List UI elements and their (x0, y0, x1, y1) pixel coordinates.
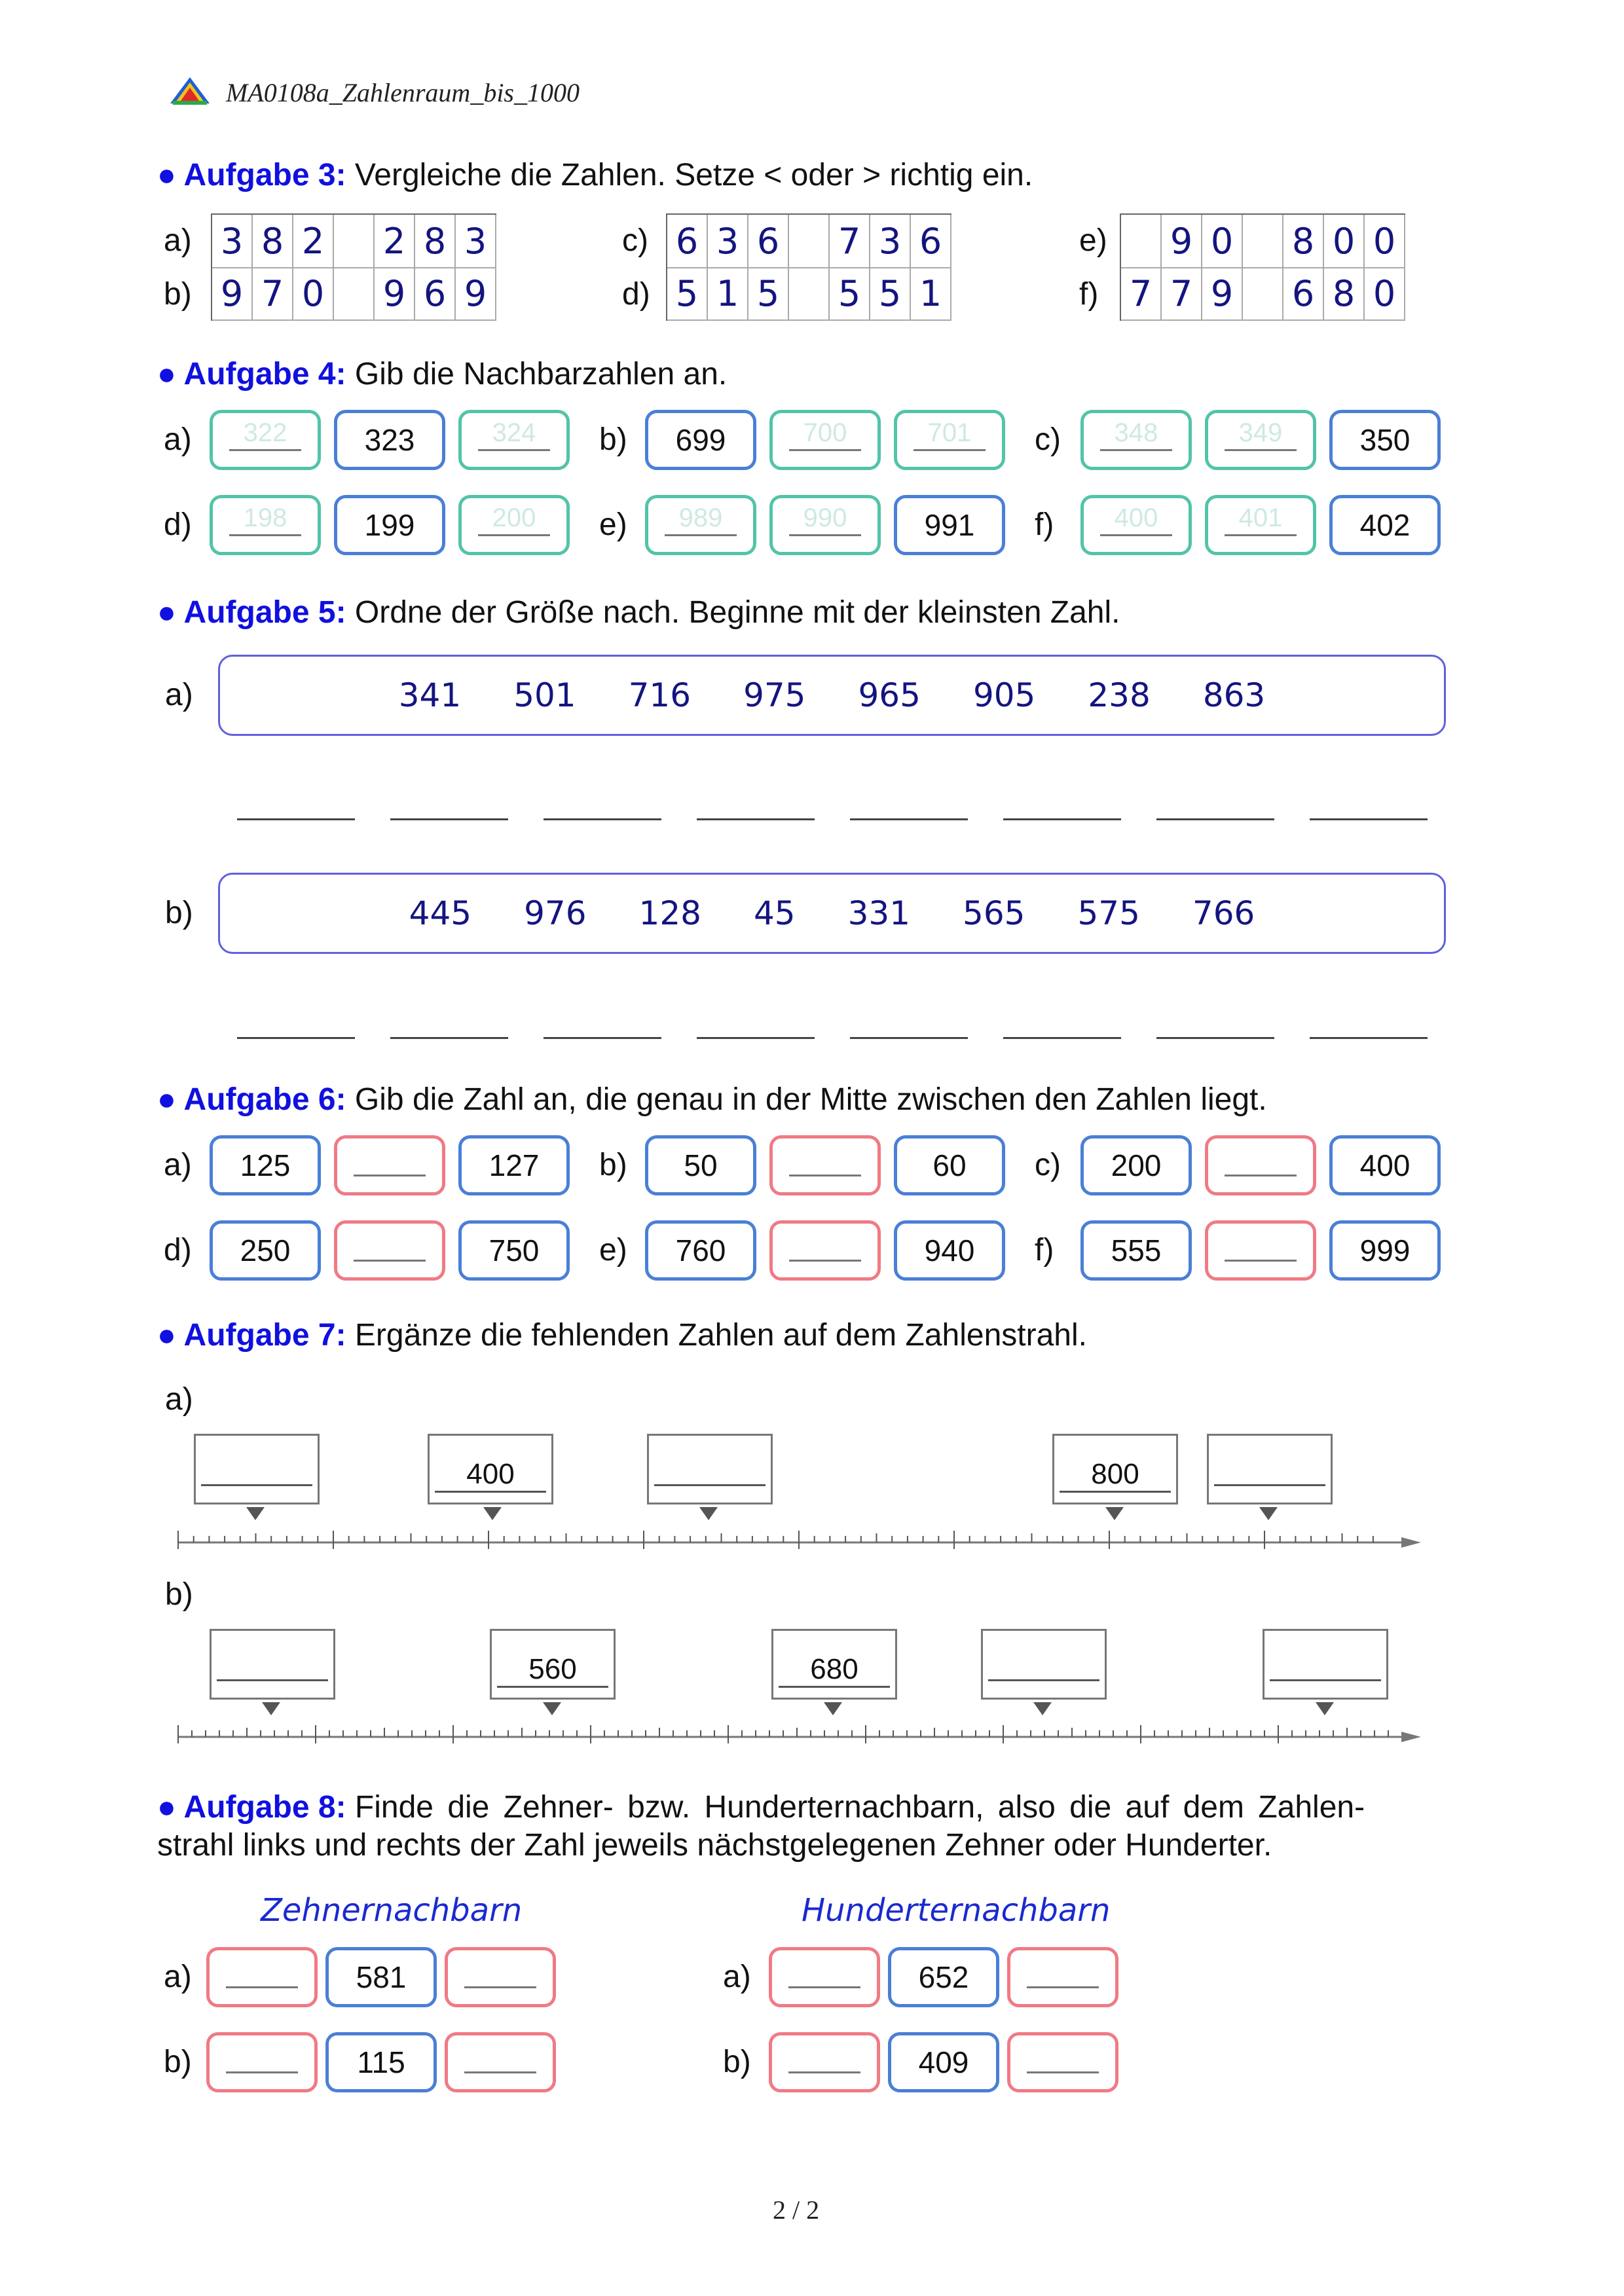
digit-cell: 2 (375, 215, 415, 268)
given-value-box (428, 1434, 553, 1504)
task-3-row-label: a) (164, 223, 192, 258)
task-8-item-label: a) (164, 1959, 192, 1994)
answer-line[interactable] (217, 1679, 328, 1681)
number-line (0, 1717, 1624, 1757)
end-number-box: 127 (458, 1135, 570, 1195)
middle-answer-box[interactable] (769, 1135, 881, 1195)
neighbor-answer-box[interactable] (206, 2032, 318, 2092)
number-to-sort: 716 (628, 676, 692, 714)
number-to-sort: 341 (398, 676, 462, 714)
end-number-box: 940 (894, 1220, 1005, 1281)
given-number-box: 199 (334, 495, 445, 555)
task-3-row-label: e) (1079, 223, 1107, 258)
number-to-sort: 238 (1088, 676, 1151, 714)
answer-line[interactable]: 701 (913, 429, 986, 451)
digit-cell: 0 (1202, 215, 1243, 268)
task-6-item-label: d) (164, 1233, 192, 1267)
neighbor-answer-box[interactable] (458, 495, 570, 555)
digit-cell: 9 (375, 267, 415, 321)
number-to-sort: 45 (753, 894, 796, 932)
answer-line[interactable] (1225, 1239, 1297, 1262)
digit-cell: 1 (911, 267, 951, 321)
digit-cell: 0 (293, 267, 334, 321)
number-to-sort: 766 (1192, 894, 1255, 932)
answer-box[interactable] (647, 1434, 773, 1504)
pointer-icon (262, 1702, 280, 1715)
task-4-heading: ● Aufgabe 4: Gib die Nachbarzahlen an. (157, 357, 728, 392)
digit-cell: 6 (1283, 267, 1324, 321)
middle-answer-box[interactable] (769, 1220, 881, 1281)
task-5b-label: b) (165, 896, 193, 930)
given-number-box: 409 (888, 2032, 999, 2092)
answer-line[interactable] (1003, 818, 1121, 820)
digit-cell: 9 (1202, 267, 1243, 321)
answer-box[interactable] (1263, 1629, 1388, 1700)
digit-cell: 5 (667, 267, 708, 321)
digit-cell: 3 (212, 215, 253, 268)
digit-cell: 8 (253, 215, 293, 268)
pointer-icon (246, 1507, 265, 1520)
number-to-sort: 565 (963, 894, 1025, 932)
end-number-box: 999 (1329, 1220, 1441, 1281)
start-number-box: 760 (645, 1220, 756, 1281)
answer-line[interactable] (697, 818, 815, 820)
answer-box[interactable] (981, 1629, 1107, 1700)
number-to-sort: 128 (638, 894, 701, 932)
digit-cell: 7 (1162, 267, 1202, 321)
answer-line[interactable] (354, 1154, 426, 1176)
neighbor-answer-box[interactable] (894, 410, 1005, 470)
neighbor-answer-box[interactable] (210, 495, 321, 555)
answer-line[interactable]: 200 (478, 514, 550, 536)
task-6-item-label: e) (599, 1233, 627, 1267)
given-number-box: 652 (888, 1947, 999, 2007)
pointer-icon (1033, 1702, 1052, 1715)
number-to-sort: 965 (858, 676, 921, 714)
digit-cell: 5 (870, 267, 911, 321)
task-3-row-label: b) (164, 277, 192, 312)
pointer-icon (699, 1507, 718, 1520)
number-to-sort: 501 (513, 676, 576, 714)
digit-cell: 9 (1162, 215, 1202, 268)
digit-cell: 8 (1283, 215, 1324, 268)
answer-line[interactable]: 349 (1225, 429, 1297, 451)
given-value: 400 (435, 1458, 546, 1493)
answer-line[interactable] (464, 1966, 536, 1988)
task-3-digit-grid (1120, 267, 1405, 321)
given-number-box: 991 (894, 495, 1005, 555)
task-8-item-label: b) (723, 2045, 751, 2079)
pointer-icon (483, 1507, 502, 1520)
neighbor-answer-box[interactable] (1080, 495, 1192, 555)
answer-line[interactable] (697, 1037, 815, 1039)
task-4-item-label: a) (164, 422, 192, 457)
task-4-item-label: c) (1035, 422, 1061, 457)
pointer-icon (543, 1702, 561, 1715)
task-5b-number-box (218, 873, 1446, 954)
task-3-row-label: c) (622, 223, 648, 258)
task-6-item-label: c) (1035, 1148, 1061, 1182)
comparison-blank[interactable] (789, 215, 830, 268)
page-number: 2 / 2 (773, 2195, 820, 2225)
number-line (0, 1523, 1624, 1562)
given-number-box: 581 (325, 1947, 437, 2007)
start-number-box: 50 (645, 1135, 756, 1195)
answer-line[interactable]: 198 (229, 514, 301, 536)
task-8-item-label: a) (723, 1959, 751, 1994)
task-7b-label: b) (165, 1577, 193, 1612)
task-4-item-label: e) (599, 507, 627, 542)
answer-line[interactable]: 401 (1225, 514, 1297, 536)
hundreds-neighbors-caption: Hunderternachbarn (802, 1892, 1111, 1929)
answer-line[interactable]: 322 (229, 429, 301, 451)
digit-cell: 5 (748, 267, 789, 321)
task-5a-label: a) (165, 678, 193, 712)
neighbor-answer-box[interactable] (206, 1947, 318, 2007)
task-3-heading: ● Aufgabe 3: Vergleiche die Zahlen. Setze < oder > richtig ein. (157, 158, 1033, 192)
digit-cell: 2 (293, 215, 334, 268)
given-number-box: 115 (325, 2032, 437, 2092)
digit-cell: 9 (212, 267, 253, 321)
answer-line[interactable] (1156, 1037, 1274, 1039)
number-to-sort: 905 (972, 676, 1036, 714)
number-to-sort: 863 (1202, 676, 1266, 714)
digit-cell (1121, 215, 1162, 268)
answer-line[interactable] (544, 818, 661, 820)
task-3-digit-grid (666, 267, 951, 321)
task-4-item-label: f) (1035, 507, 1054, 542)
neighbor-answer-box[interactable] (1080, 410, 1192, 470)
given-value-box (490, 1629, 616, 1700)
neighbor-answer-box[interactable] (769, 1947, 880, 2007)
task-4-item-label: d) (164, 507, 192, 542)
answer-line[interactable] (237, 818, 355, 820)
neighbor-answer-box[interactable] (445, 1947, 556, 2007)
task-8-item-label: b) (164, 2045, 192, 2079)
answer-line[interactable] (1027, 1966, 1099, 1988)
answer-line[interactable] (1027, 2051, 1099, 2073)
end-number-box: 60 (894, 1135, 1005, 1195)
answer-box[interactable] (194, 1434, 320, 1504)
task-3-row-label: d) (622, 277, 650, 312)
answer-box[interactable] (210, 1629, 335, 1700)
given-number-box: 350 (1329, 410, 1441, 470)
answer-line[interactable]: 348 (1100, 429, 1172, 451)
neighbor-answer-box[interactable] (445, 2032, 556, 2092)
neighbor-answer-box[interactable] (769, 410, 881, 470)
digit-cell: 0 (1324, 215, 1365, 268)
digit-cell: 7 (1121, 267, 1162, 321)
task-8-heading: ● Aufgabe 8: Finde die Zehner- bzw. Hunderternachbarn, also die auf dem Zahlen- strahl links und rechts der Zahl jeweils nächstgelegenen Zehner oder Hunderter. (157, 1790, 1365, 1863)
start-number-box: 555 (1080, 1220, 1192, 1281)
neighbor-answer-box[interactable] (1007, 1947, 1118, 2007)
answer-line[interactable] (390, 818, 508, 820)
pointer-icon (1316, 1702, 1334, 1715)
answer-line[interactable] (988, 1679, 1099, 1681)
neighbor-answer-box[interactable] (645, 495, 756, 555)
answer-box[interactable] (1207, 1434, 1333, 1504)
number-to-sort: 575 (1077, 894, 1140, 932)
neighbor-answer-box[interactable] (210, 410, 321, 470)
given-number-box: 699 (645, 410, 756, 470)
given-value-box (771, 1629, 897, 1700)
answer-line[interactable] (226, 2051, 298, 2073)
end-number-box: 750 (458, 1220, 570, 1281)
answer-line[interactable]: 989 (665, 514, 737, 536)
answer-line[interactable] (789, 1154, 861, 1176)
task-6-item-label: f) (1035, 1233, 1054, 1267)
pointer-icon (824, 1702, 842, 1715)
task-6-item-label: b) (599, 1148, 627, 1182)
answer-line[interactable] (237, 1037, 355, 1039)
task-3-row-label: f) (1079, 277, 1099, 312)
task-3-digit-grid (211, 213, 496, 268)
arrow-head (1401, 1732, 1421, 1742)
answer-line[interactable] (1310, 1037, 1428, 1039)
digit-cell: 3 (870, 215, 911, 268)
comparison-blank[interactable] (334, 267, 375, 321)
given-number-box: 402 (1329, 495, 1441, 555)
logo-icon (169, 76, 211, 106)
digit-cell: 3 (456, 215, 496, 268)
digit-cell: 7 (253, 267, 293, 321)
answer-line[interactable] (544, 1037, 661, 1039)
task-3-digit-grid (211, 267, 496, 321)
task-5-heading: ● Aufgabe 5: Ordne der Größe nach. Beginne mit der kleinsten Zahl. (157, 595, 1120, 630)
task-4-item-label: b) (599, 422, 627, 457)
middle-answer-box[interactable] (1205, 1135, 1316, 1195)
task-6-heading: ● Aufgabe 6: Gib die Zahl an, die genau in der Mitte zwischen den Zahlen liegt. (157, 1082, 1267, 1117)
pointer-icon (1105, 1507, 1124, 1520)
digit-cell: 8 (415, 215, 456, 268)
answer-line[interactable] (850, 818, 968, 820)
answer-line[interactable] (654, 1484, 766, 1486)
given-value: 560 (497, 1653, 608, 1688)
task-6-item-label: a) (164, 1148, 192, 1182)
answer-line[interactable] (464, 2051, 536, 2073)
answer-line[interactable] (1270, 1679, 1381, 1681)
digit-cell: 1 (708, 267, 748, 321)
neighbor-answer-box[interactable] (458, 410, 570, 470)
digit-cell: 0 (1365, 215, 1405, 268)
digit-cell: 0 (1365, 267, 1405, 321)
answer-line[interactable]: 400 (1100, 514, 1172, 536)
task-3-digit-grid (666, 213, 951, 268)
digit-cell: 6 (748, 215, 789, 268)
start-number-box: 250 (210, 1220, 321, 1281)
given-value: 680 (779, 1653, 890, 1688)
start-number-box: 200 (1080, 1135, 1192, 1195)
answer-line[interactable]: 324 (478, 429, 550, 451)
digit-cell: 3 (708, 215, 748, 268)
given-value-box (1052, 1434, 1178, 1504)
comparison-blank[interactable] (1243, 215, 1283, 268)
answer-line[interactable] (788, 2051, 860, 2073)
digit-cell: 9 (456, 267, 496, 321)
answer-line[interactable] (1003, 1037, 1121, 1039)
digit-cell: 7 (830, 215, 870, 268)
neighbor-answer-box[interactable] (769, 495, 881, 555)
neighbor-answer-box[interactable] (1205, 495, 1316, 555)
given-number-box: 323 (334, 410, 445, 470)
number-to-sort: 331 (847, 894, 911, 932)
tens-neighbors-caption: Zehnernachbarn (261, 1892, 523, 1929)
number-to-sort: 975 (743, 676, 806, 714)
answer-line[interactable] (390, 1037, 508, 1039)
middle-answer-box[interactable] (1205, 1220, 1316, 1281)
answer-line[interactable] (354, 1239, 426, 1262)
digit-cell: 6 (667, 215, 708, 268)
given-value: 800 (1060, 1458, 1171, 1493)
answer-line[interactable] (850, 1037, 968, 1039)
answer-line[interactable] (1225, 1154, 1297, 1176)
answer-line[interactable]: 990 (789, 514, 861, 536)
digit-cell: 6 (911, 215, 951, 268)
neighbor-answer-box[interactable] (1007, 2032, 1118, 2092)
comparison-blank[interactable] (1243, 267, 1283, 321)
answer-line[interactable] (201, 1484, 312, 1486)
pointer-icon (1259, 1507, 1278, 1520)
number-to-sort: 445 (409, 894, 472, 932)
number-to-sort: 976 (524, 894, 587, 932)
end-number-box: 400 (1329, 1135, 1441, 1195)
task-7a-label: a) (165, 1382, 193, 1417)
digit-cell: 8 (1324, 267, 1365, 321)
answer-line[interactable] (1214, 1484, 1325, 1486)
neighbor-answer-box[interactable] (1205, 410, 1316, 470)
digit-cell: 5 (830, 267, 870, 321)
answer-line[interactable] (226, 1966, 298, 1988)
comparison-blank[interactable] (789, 267, 830, 321)
arrow-head (1401, 1537, 1421, 1548)
document-title: MA0108a_Zahlenraum_bis_1000 (226, 78, 580, 107)
neighbor-answer-box[interactable] (769, 2032, 880, 2092)
start-number-box: 125 (210, 1135, 321, 1195)
answer-line[interactable] (789, 1239, 861, 1262)
digit-cell: 6 (415, 267, 456, 321)
middle-answer-box[interactable] (334, 1135, 445, 1195)
answer-line[interactable]: 700 (789, 429, 861, 451)
middle-answer-box[interactable] (334, 1220, 445, 1281)
task-5a-number-box (218, 655, 1446, 736)
task-7-heading: ● Aufgabe 7: Ergänze die fehlenden Zahlen auf dem Zahlenstrahl. (157, 1318, 1087, 1353)
answer-line[interactable] (1310, 818, 1428, 820)
task-3-digit-grid (1120, 213, 1405, 268)
answer-line[interactable] (1156, 818, 1274, 820)
answer-line[interactable] (788, 1966, 860, 1988)
comparison-blank[interactable] (334, 215, 375, 268)
